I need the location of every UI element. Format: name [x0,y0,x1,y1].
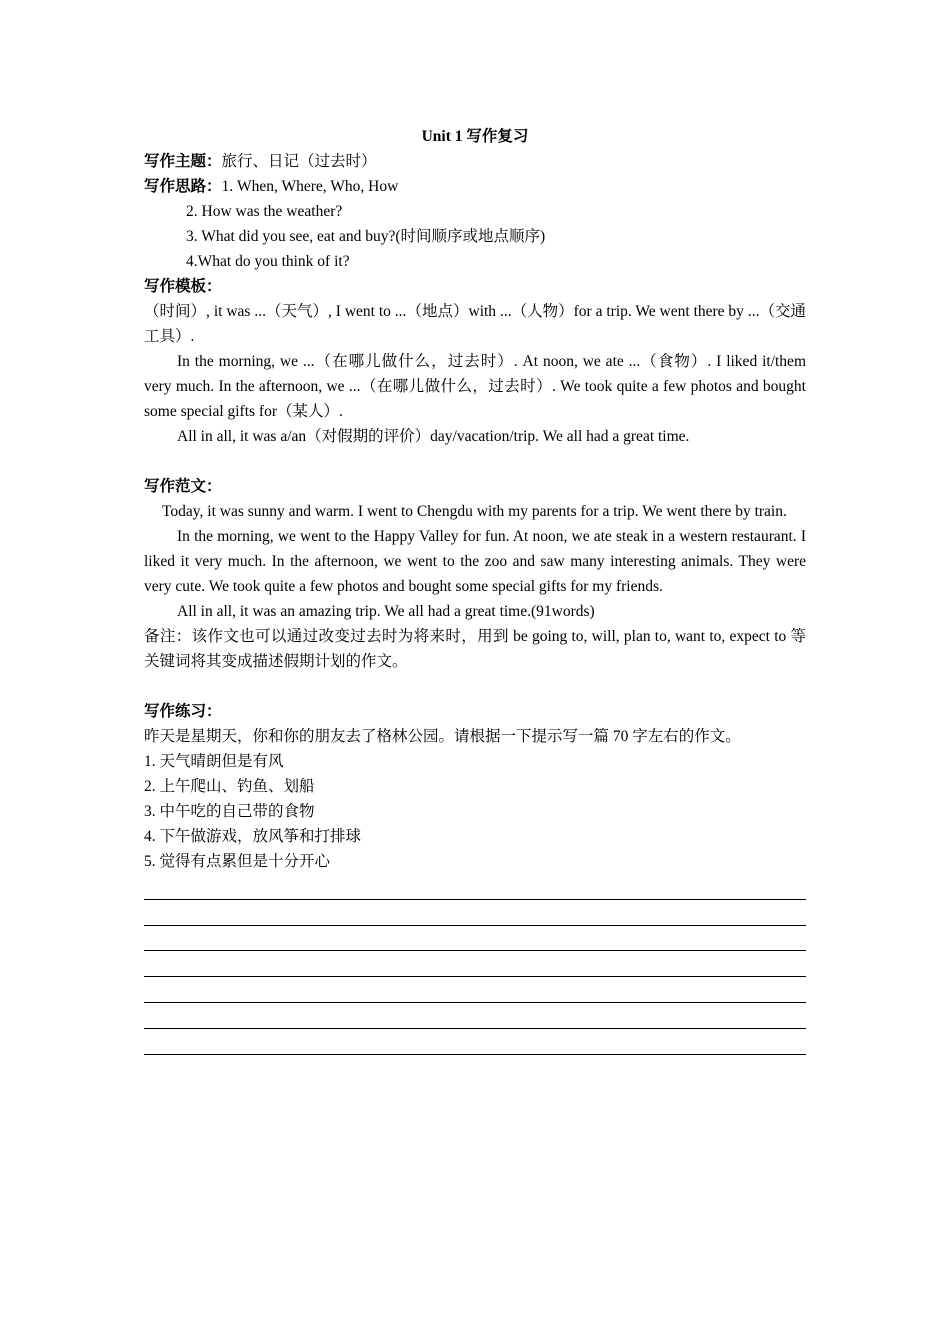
answer-line [144,1003,806,1029]
spacer [144,674,806,699]
idea-item: 3. What did you see, eat and buy?(时间顺序或地点顺序) [186,228,546,245]
document-page [144,124,806,1055]
practice-hint: 1. 天气晴朗但是有风 [144,753,284,770]
template-paragraph: All in all, it was a/an（对假期的评价）day/vacation/trip. We all had a great time. [177,428,690,445]
idea-item: 2. How was the weather? [186,203,343,220]
practice-prompt: 昨天是星期天，你和你的朋友去了格林公园。请根据一下提示写一篇 70 字左右的作文。 [144,728,741,745]
practice-hint: 4. 下午做游戏，放风筝和打排球 [144,828,362,845]
answer-line [144,977,806,1003]
ideas-label: 写作思路： [144,178,222,195]
page-title: Unit 1 写作复习 [421,128,529,145]
sample-label: 写作范文： [144,478,222,495]
topic-value: 旅行、日记（过去时） [221,153,377,170]
ideas-line [144,174,806,199]
sample-paragraph: Today, it was sunny and warm. I went to Chengdu with my parents for a trip. We went there by train. [162,503,787,520]
topic-line [144,149,806,174]
answer-line [144,951,806,977]
answer-line [144,874,806,900]
practice-hint: 5. 觉得有点累但是十分开心 [144,853,331,870]
answer-line [144,1029,806,1055]
idea-item: 1. When, Where, Who, How [221,178,399,195]
template-paragraph: （时间）, it was ...（天气）, I went to ...（地点）with ...（人物）for a trip. We went there by ...（交通工具）. [144,303,806,345]
answer-line [144,900,806,926]
template-label: 写作模板： [144,278,222,295]
spacer [144,449,806,474]
practice-hint: 2. 上午爬山、钓鱼、划船 [144,778,315,795]
template-paragraph: In the morning, we ...（在哪儿做什么，过去时）. At noon, we ate ...（食物）. I liked it/them very much. In the afternoon, we ...（在哪儿做什么，过去时）. We took quite a few photos and bought some special gifts for（某人）. [144,353,806,420]
sample-note: 备注：该作文也可以通过改变过去时为将来时，用到 be going to, will, plan to, want to, expect to 等关键词将其变成描述假期计划的作文。 [144,628,806,670]
answer-line [144,926,806,952]
idea-item: 4.What do you think of it? [186,253,350,270]
topic-label: 写作主题： [144,153,222,170]
sample-paragraph: All in all, it was an amazing trip. We all had a great time.(91words) [177,603,595,620]
answer-lines [144,874,806,1055]
sample-paragraph: In the morning, we went to the Happy Valley for fun. At noon, we ate steak in a western restaurant. I liked it very much. In the afternoon, we went to the zoo and saw many interesting animals. They were very cute. We took quite a few photos and bought some special gifts for my friends. [144,528,806,595]
practice-label: 写作练习： [144,703,222,720]
practice-hint: 3. 中午吃的自己带的食物 [144,803,315,820]
